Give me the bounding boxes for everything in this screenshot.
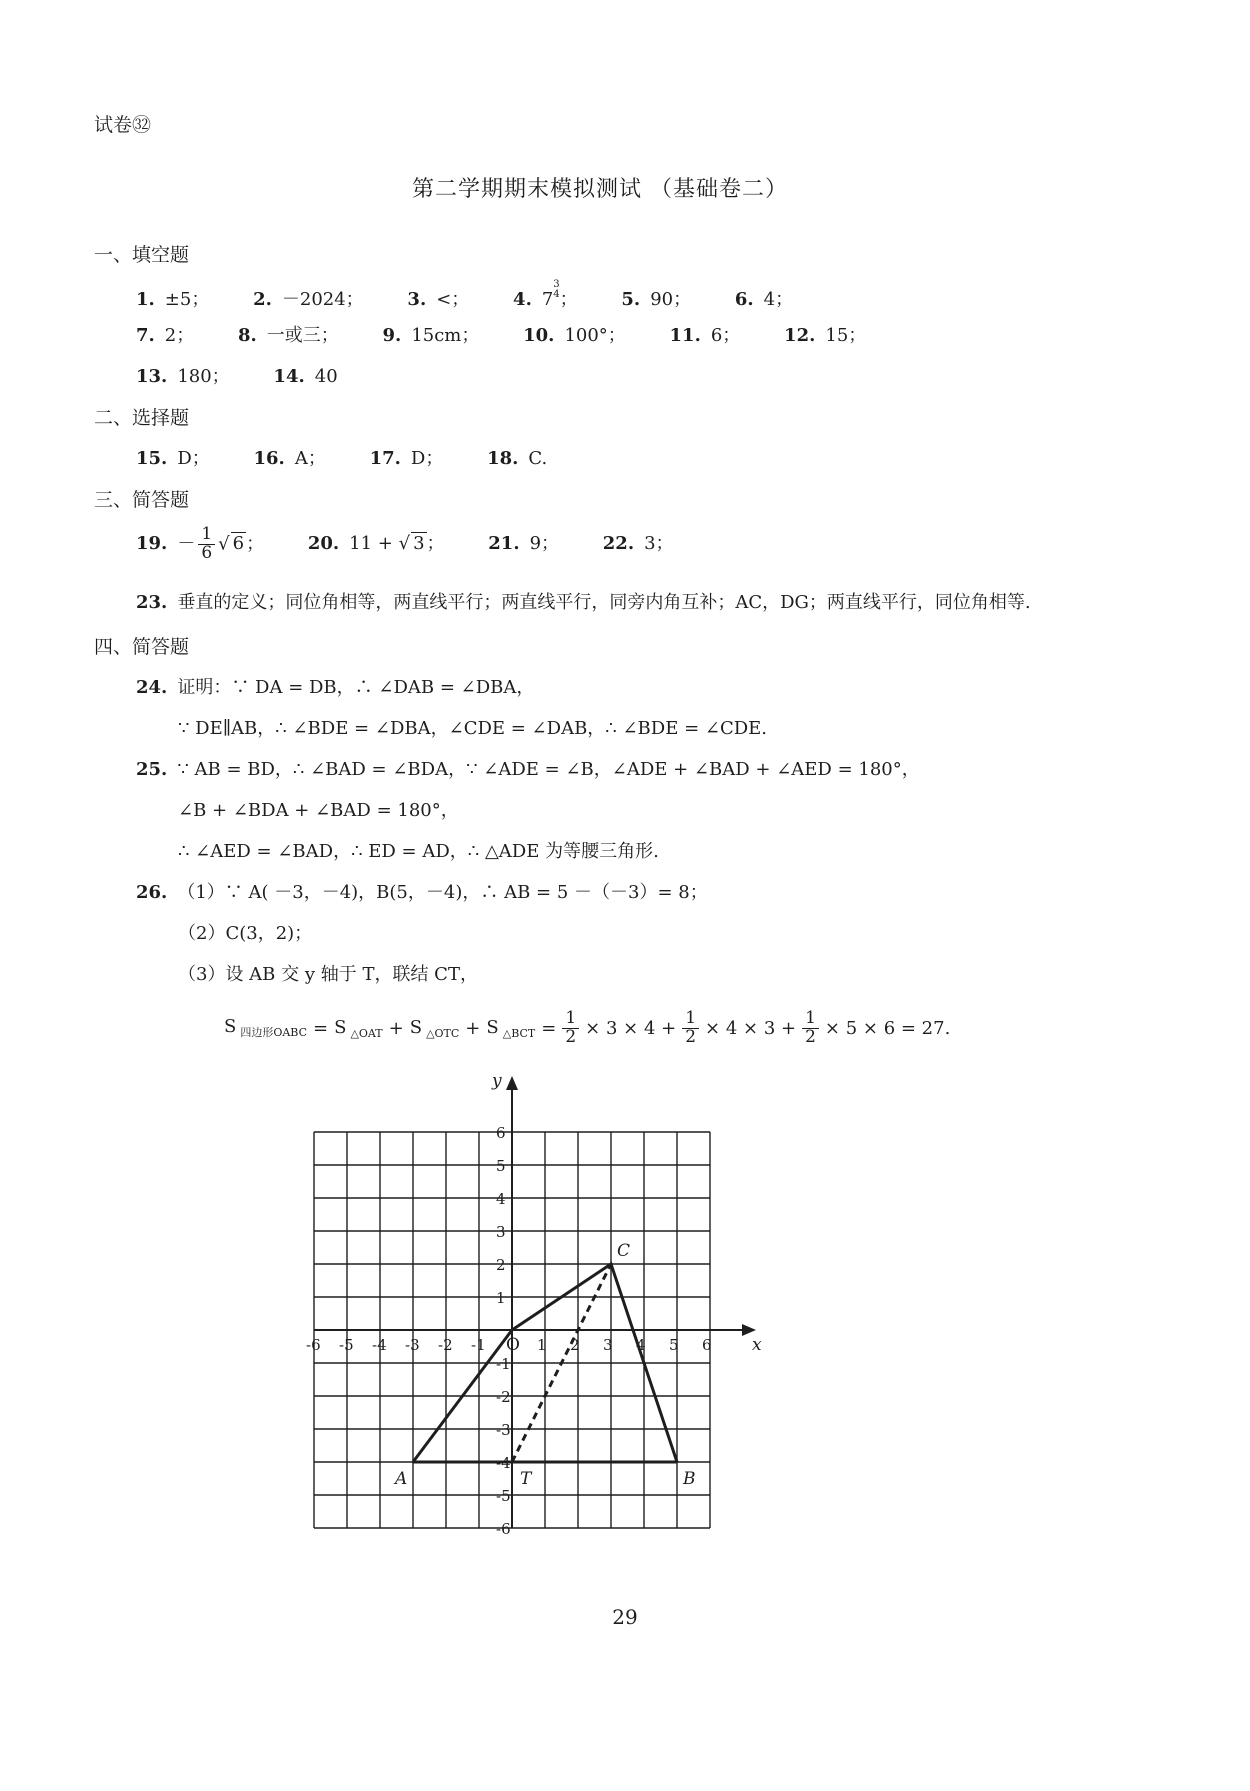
x-tick-label: 6 [702,1336,712,1354]
y-tick-label: -2 [496,1388,511,1406]
fraction: $\frac{1}{6}$ [198,526,215,563]
x-tick-label: -5 [339,1336,354,1354]
answer-25-line-1: 25. ∵ AB = BD，∴ ∠BAD = ∠BDA，∵ ∠ADE = ∠B，∠ADE + ∠BAD + ∠AED = 180°， [136,759,920,780]
point-label-b: B [683,1469,696,1489]
answer-16: 16. A； [253,448,326,469]
answer-6: 6. 4； [734,289,794,310]
y-tick-label: 4 [496,1190,506,1208]
fraction-half-1: $\frac{1}{2}$ [560,1010,581,1047]
answer-10: 10. 100°； [523,325,626,346]
fraction-half-2: $\frac{1}{2}$ [680,1010,701,1047]
origin-label: O [506,1335,520,1355]
answer-15: 15. D； [136,448,210,469]
section-short-heading: 三、简答题 [94,489,190,511]
x-tick-label: 1 [537,1336,547,1354]
x-tick-label: 2 [570,1336,580,1354]
answer-9: 9. 15cm； [382,325,480,346]
answer-3: 3. <； [407,289,470,310]
y-tick-label: -5 [496,1487,511,1505]
y-tick-label: 6 [496,1124,506,1142]
page-number: 29 [612,1605,638,1629]
page-title: 第二学期期末模拟测试 （基础卷二） [412,177,788,202]
point-label-a: A [395,1469,408,1489]
section-fill-heading: 一、填空题 [94,244,190,266]
answer-1: 1. ±5； [136,289,210,310]
answer-21: 21. 9； [488,533,560,555]
section-choice-heading: 二、选择题 [94,407,190,429]
x-tick-label: -2 [438,1336,453,1354]
y-tick-label: 1 [496,1289,506,1307]
y-tick-label: 3 [496,1223,506,1241]
answer-13: 13. 180； [136,366,230,387]
answer-17: 17. D； [369,448,444,469]
answer-26-line-2: （2）C(3，2)； [178,923,313,944]
answer-25-line-3: ∴ ∠AED = ∠BAD，∴ ED = AD，∴ △ADE 为等腰三角形. [178,841,659,862]
paper-label: 试卷㉜ [94,114,152,136]
coordinate-grid-diagram [306,1071,860,1570]
x-tick-label: 5 [669,1336,679,1354]
x-tick-label: -4 [372,1336,387,1354]
x-axis-label: x [752,1335,762,1355]
answer-4: 4. 7 3 4 ； [513,279,578,310]
exponent-fraction: 3 4 [553,279,560,300]
y-tick-label: -4 [496,1454,511,1472]
answer-12: 12. 15； [784,325,867,346]
answer-22: 22. 3； [602,533,674,555]
answer-7: 7. 2； [136,325,195,346]
answer-11: 11. 6； [669,325,741,346]
point-label-t: T [520,1469,532,1489]
x-tick-label: -6 [306,1336,321,1354]
answer-24-line-2: ∵ DE∥AB，∴ ∠BDE = ∠DBA，∠CDE = ∠DAB，∴ ∠BDE = ∠CDE. [178,718,768,739]
choice-row [136,444,585,470]
fraction-half-3: $\frac{1}{2}$ [800,1010,821,1047]
x-tick-label: -1 [471,1336,486,1354]
answer-20: 20. 11 + √ 3 ； [307,533,445,555]
fill-row-2 [136,321,904,347]
x-tick-label: 4 [636,1336,646,1354]
section-proof-heading: 四、简答题 [94,636,190,658]
answer-8: 8. 一或三； [237,325,339,346]
y-tick-label: -1 [496,1355,511,1373]
fill-row-1 [136,280,831,311]
x-tick-label: 3 [603,1336,613,1354]
y-tick-label: 2 [496,1256,506,1274]
answer-18: 18. C. [487,448,548,469]
answer-24-line-1: 24. 证明：∵ DA = DB，∴ ∠DAB = ∠DBA， [136,677,535,698]
fill-row-3 [136,362,376,388]
y-tick-label: -6 [496,1520,511,1538]
y-axis-arrow [506,1076,518,1090]
y-axis-label: y [492,1071,502,1091]
y-tick-label: -3 [496,1421,511,1439]
answer-14: 14. 40 [273,366,338,387]
answer-5: 5. 90； [621,289,692,310]
point-label-c: C [617,1241,631,1261]
answer-23: 23. 垂直的定义；同位角相等，两直线平行；两直线平行，同旁内角互补；AC，DG；两直线平行，同位角相等. [136,592,1031,613]
y-tick-label: 5 [496,1157,506,1175]
area-formula: S $_{四边形OABC}$ = S $_{\triangle OAT}$ + S $_{\triangle OTC}$ + S $_{\triangle BCT}$ = $\frac{1}{2}$ × 3 × 4 + $\frac{1}{2}$ × 4 × 3 + $\frac{1}{2}$ × 5 × 6 = 27. [224,1008,951,1047]
answer-26-line-1: 26. （1）∵ A( －3，－4)，B(5，－4)，∴ AB = 5 －（－3）= 8； [136,882,708,903]
answer-25-line-2: ∠B + ∠BDA + ∠BAD = 180°， [178,800,459,821]
answer-26-line-3: （3）设 AB 交 y 轴于 T，联结 CT， [178,964,478,985]
short-row [136,526,712,563]
answer-19: 19. － $\frac{1}{6}$ √ 6 ； [136,524,265,563]
answer-2: 2. －2024； [253,289,364,310]
x-tick-label: -3 [405,1336,420,1354]
